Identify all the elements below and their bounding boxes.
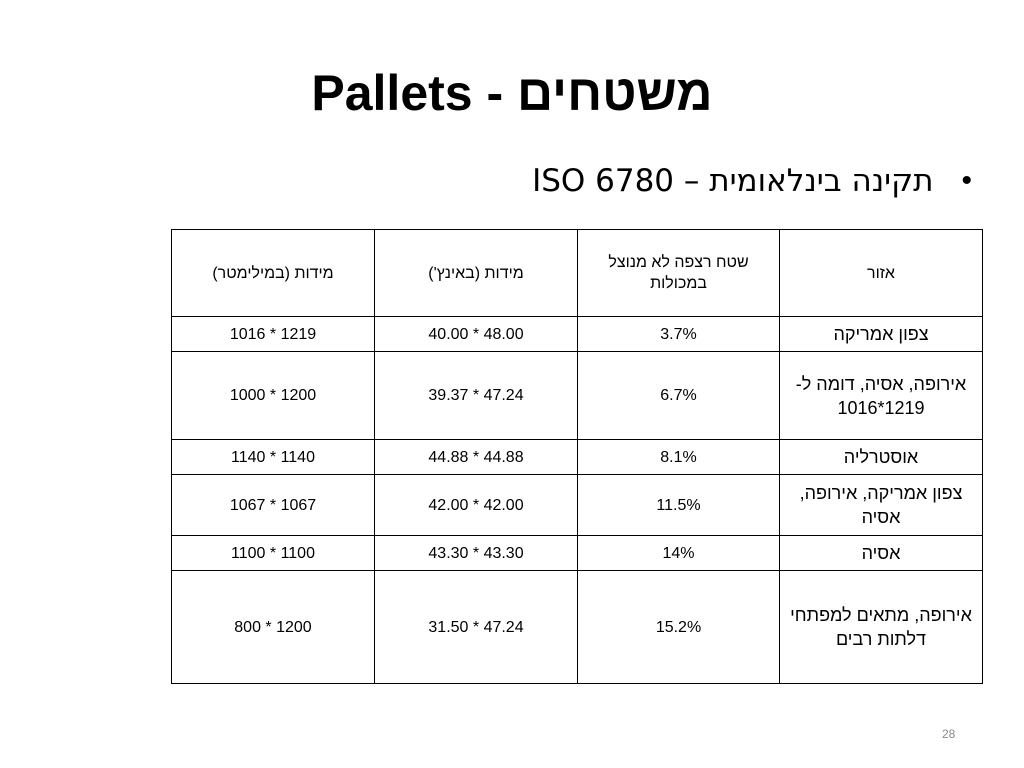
inches-cell: 43.30 * 43.30: [375, 536, 578, 571]
mm-cell: 1067 * 1067: [172, 475, 375, 536]
unused-area-cell: 11.5%: [578, 475, 780, 536]
bullet-item: [532, 155, 972, 207]
mm-cell: 1200 * 800: [172, 571, 375, 684]
unused-area-cell: 14%: [578, 536, 780, 571]
unused-area-cell: 6.7%: [578, 352, 780, 440]
mm-cell: 1140 * 1140: [172, 440, 375, 475]
inches-cell: 47.24 * 31.50: [375, 571, 578, 684]
inches-cell: 44.88 * 44.88: [375, 440, 578, 475]
header-dimensions-inches: מידות (באינץ'): [375, 230, 578, 317]
slide-title: Pallets - משטחים: [311, 65, 713, 121]
inches-cell: 48.00 * 40.00: [375, 317, 578, 352]
region-cell: צפון אמריקה: [780, 317, 983, 352]
header-region: אזור: [780, 230, 983, 317]
mm-cell: 1100 * 1100: [172, 536, 375, 571]
region-cell: אסיה: [780, 536, 983, 571]
inches-cell: 42.00 * 42.00: [375, 475, 578, 536]
table-row: [172, 475, 983, 536]
mm-cell: 1219 * 1016: [172, 317, 375, 352]
region-cell: אוסטרליה: [780, 440, 983, 475]
inches-cell: 47.24 * 39.37: [375, 352, 578, 440]
slide-number: 28: [942, 727, 956, 741]
table-row: [172, 536, 983, 571]
pallet-sizes-table: [171, 229, 983, 684]
table-row: [172, 571, 983, 684]
unused-area-cell: 3.7%: [578, 317, 780, 352]
bullet-text: תקינה בינלאומית – ISO 6780: [532, 163, 934, 199]
region-cell: צפון אמריקה, אירופה, אסיה: [780, 475, 983, 536]
region-cell: אירופה, מתאים למפתחי דלתות רבים: [780, 571, 983, 684]
header-unused-floor-area: שטח רצפה לא מנוצל במכולות: [578, 230, 780, 317]
table-row: [172, 317, 983, 352]
table-row: [172, 440, 983, 475]
header-dimensions-mm: מידות (במילימטר): [172, 230, 375, 317]
mm-cell: 1200 * 1000: [172, 352, 375, 440]
table-header-row: [172, 230, 983, 317]
unused-area-cell: 8.1%: [578, 440, 780, 475]
unused-area-cell: 15.2%: [578, 571, 780, 684]
bullet-marker: •: [961, 164, 972, 197]
table-row: [172, 352, 983, 440]
region-cell: אירופה, אסיה, דומה ל- 1219*1016: [780, 352, 983, 440]
